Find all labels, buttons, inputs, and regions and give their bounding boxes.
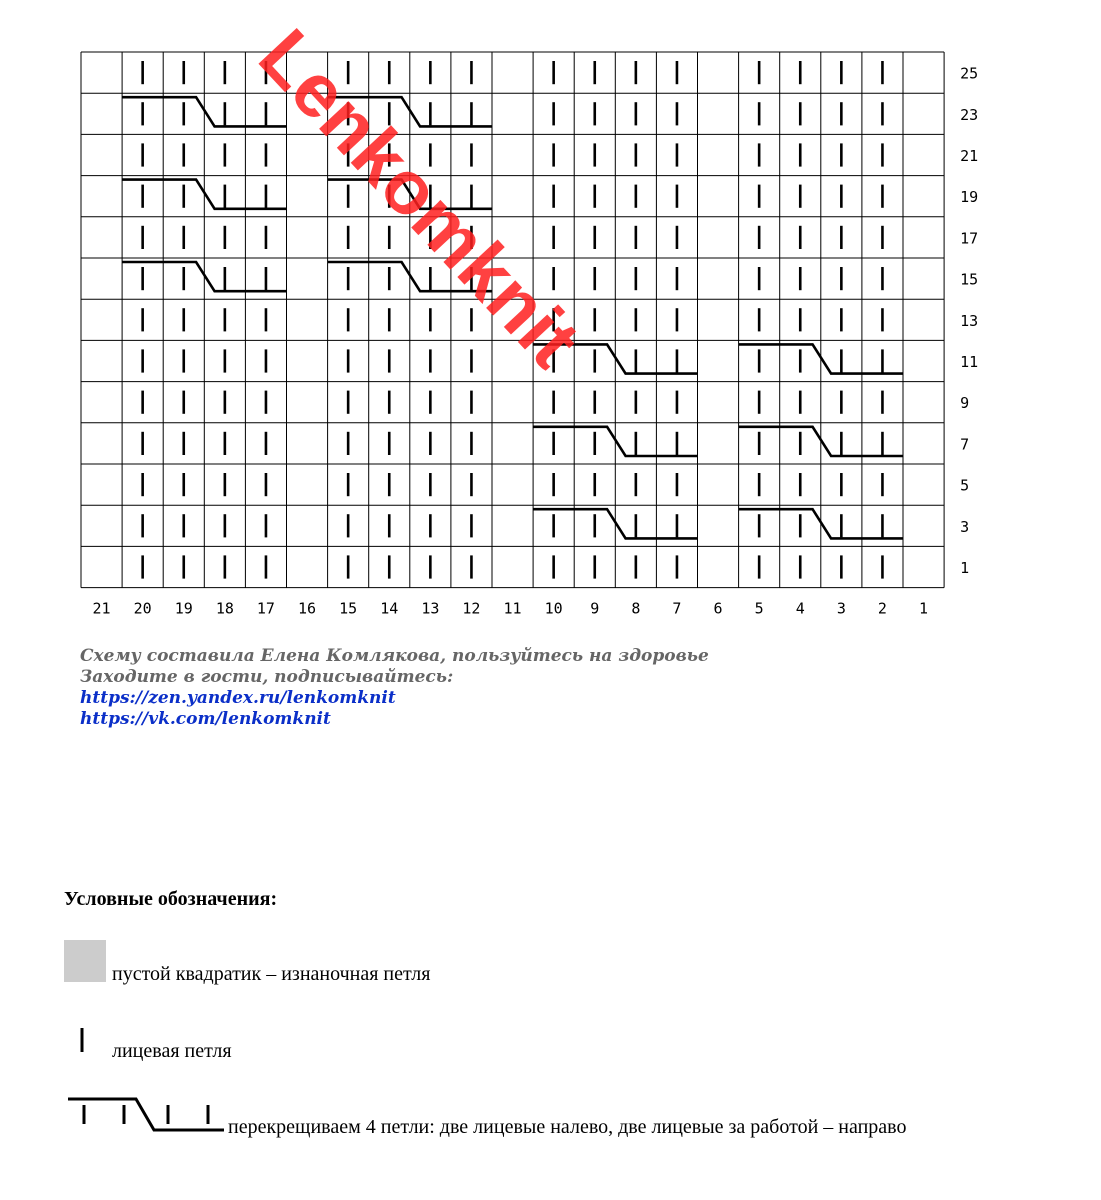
vk-link[interactable]: https://vk.com/lenkomknit bbox=[80, 709, 331, 729]
author-line: Схему составила Елена Комлякова, пользуйтесь на здоровье bbox=[80, 646, 709, 666]
row-number: 25 bbox=[960, 64, 979, 83]
row-number: 3 bbox=[960, 517, 970, 536]
column-number: 14 bbox=[380, 599, 399, 618]
cable-symbol bbox=[64, 1092, 230, 1142]
row-number: 19 bbox=[960, 188, 979, 207]
column-number: 20 bbox=[133, 599, 152, 618]
column-number: 3 bbox=[836, 599, 846, 618]
invite-line: Заходите в гости, подписывайтесь: bbox=[80, 667, 454, 687]
column-number: 17 bbox=[256, 599, 275, 618]
row-number: 15 bbox=[960, 270, 979, 289]
column-number: 11 bbox=[503, 599, 522, 618]
column-number: 6 bbox=[713, 599, 723, 618]
row-number: 17 bbox=[960, 229, 979, 248]
cable-description: перекрещиваем 4 петли: две лицевые налево, две лицевые за работой – направо bbox=[228, 1116, 907, 1138]
column-number: 16 bbox=[298, 599, 317, 618]
row-number: 1 bbox=[960, 559, 970, 577]
column-number: 10 bbox=[544, 599, 563, 618]
knit-description: лицевая петля bbox=[112, 1040, 232, 1062]
row-number: 21 bbox=[960, 147, 979, 165]
row-number: 11 bbox=[960, 353, 979, 371]
column-number: 15 bbox=[339, 599, 358, 618]
purl-description: пустой квадратик – изнаночная петля bbox=[112, 963, 431, 985]
column-number: 12 bbox=[462, 599, 481, 618]
column-number: 13 bbox=[421, 599, 440, 618]
purl-symbol bbox=[64, 940, 106, 982]
column-number: 8 bbox=[631, 599, 641, 618]
column-number: 18 bbox=[215, 599, 234, 618]
column-number: 2 bbox=[877, 599, 887, 618]
row-number: 7 bbox=[960, 435, 970, 454]
row-numbers bbox=[960, 65, 978, 577]
column-number: 19 bbox=[174, 599, 193, 618]
column-number: 4 bbox=[795, 599, 805, 618]
column-number: 9 bbox=[590, 599, 600, 618]
legend-title: Условные обозначения: bbox=[64, 888, 278, 910]
column-number: 21 bbox=[92, 599, 111, 618]
column-number: 7 bbox=[672, 599, 682, 618]
column-numbers bbox=[93, 600, 929, 618]
column-number: 5 bbox=[754, 599, 764, 618]
knit-symbol bbox=[70, 1022, 100, 1062]
watermark: Lenkomknit bbox=[242, 13, 596, 384]
row-number: 23 bbox=[960, 105, 979, 124]
author-note bbox=[80, 646, 709, 730]
column-number: 1 bbox=[919, 599, 929, 618]
zen-link[interactable]: https://zen.yandex.ru/lenkomknit bbox=[80, 688, 396, 708]
row-number: 13 bbox=[960, 311, 979, 330]
row-number: 9 bbox=[960, 394, 970, 413]
row-number: 5 bbox=[960, 476, 970, 495]
